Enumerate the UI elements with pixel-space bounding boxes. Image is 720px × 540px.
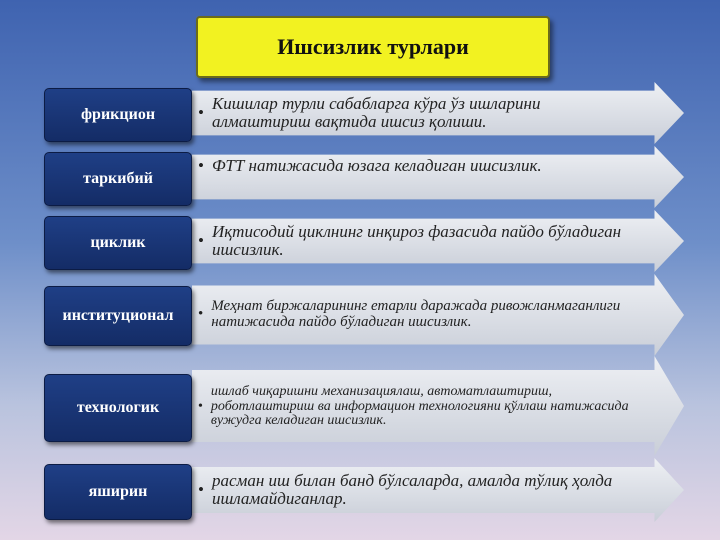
bullet-icon: • xyxy=(198,398,203,414)
bullet-icon: • xyxy=(198,231,204,251)
type-label-hidden: яширин xyxy=(44,464,192,520)
type-label-institutional: институционал xyxy=(44,286,192,346)
description-text-technological xyxy=(198,370,638,444)
bullet-icon: • xyxy=(198,156,204,176)
bullet-icon: • xyxy=(198,480,204,500)
description-text: Кишилар турли сабабларга кўра ўз ишларини алмаштириш вақтида ишсиз қолиши. xyxy=(211,94,541,131)
bullet-icon: • xyxy=(198,103,204,123)
description-text: ФТТ натижасида юзага келадиган ишсизлик. xyxy=(211,156,542,176)
description-text-hidden xyxy=(198,468,638,512)
type-label-cyclical: циклик xyxy=(44,216,192,270)
description-text-institutional xyxy=(198,286,638,344)
description-text: Меҳнат биржаларининг етарли даражада ривожланмаганлиги натижасида пайдо бўладиган ишсизлик. xyxy=(211,298,621,330)
type-label-structural: таркибий xyxy=(44,152,192,206)
type-label-technological: технологик xyxy=(44,374,192,442)
description-text-frictional xyxy=(198,90,638,136)
description-text-cyclical xyxy=(198,218,638,264)
description-text: расман иш билан банд бўлсаларда, амалда тўлиқ ҳолда ишламайдиганлар. xyxy=(211,471,613,508)
description-text-structural xyxy=(198,152,638,180)
slide-title: Ишсизлик турлари xyxy=(196,16,550,78)
description-text: Иқтисодий циклнинг инқироз фазасида пайдо бўладиган ишсизлик. xyxy=(211,222,622,259)
bullet-icon: • xyxy=(198,306,204,323)
type-label-frictional: фрикцион xyxy=(44,88,192,142)
description-text: ишлаб чиқаришни механизациялаш, автоматлаштириш, роботлаштириш ва информацион технологияни қўллаш натижасида вужудга келадиган ишсизлик. xyxy=(210,383,629,429)
